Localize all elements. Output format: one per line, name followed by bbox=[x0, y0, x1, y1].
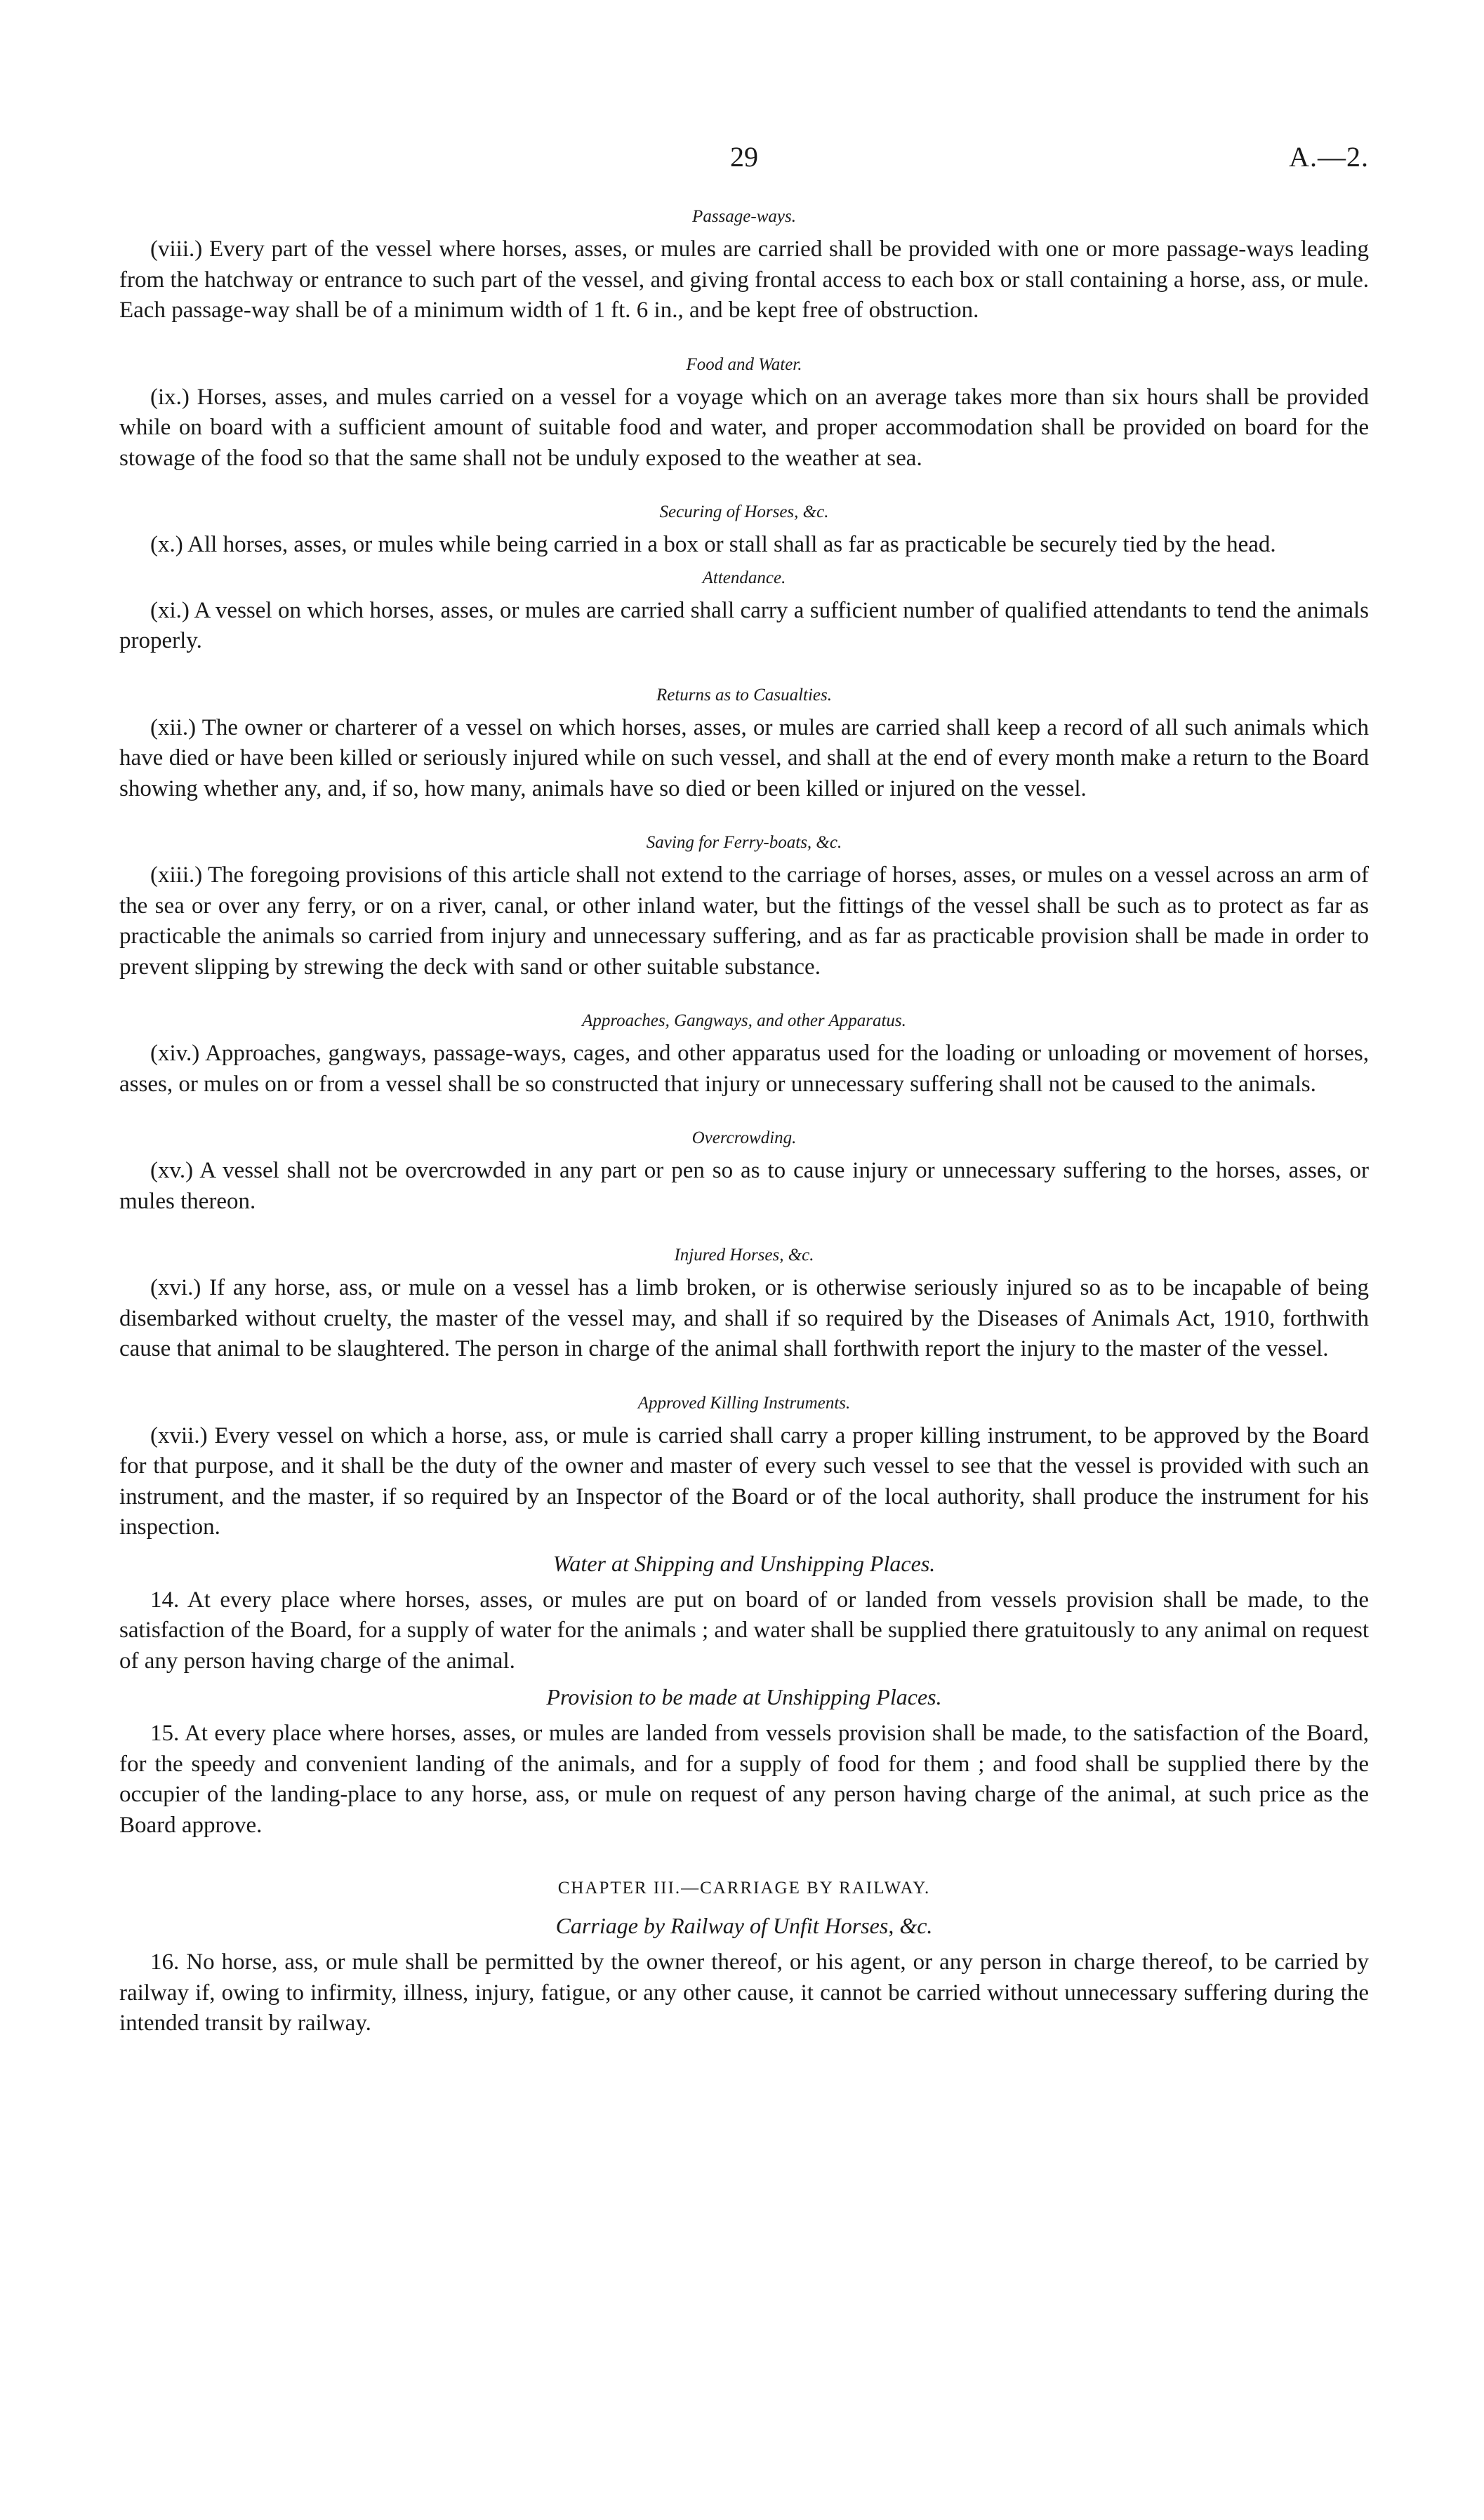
section-text-saving-for-ferry-boats: (xiii.) The foregoing provisions of this article shall not extend to the carriage of horses, asses, or mules on a vessel across an arm of the sea or over any ferry, or on a river, canal, or other inland water, but the fittings of the vessel shall be such as to protect as far as practicable the animals so carried from injury and unnecessary suffering, and as far as practicable provision shall be made in order to prevent slipping by strewing the deck with sand or other suitable substance. bbox=[119, 862, 1369, 980]
section-heading-attendance: Attendance. bbox=[702, 568, 786, 587]
section-heading-overcrowding: Overcrowding. bbox=[691, 1128, 797, 1147]
page-header bbox=[119, 140, 1369, 182]
section-heading-passage-ways: Passage-ways. bbox=[692, 207, 796, 226]
section-heading-carriage-by-railway: Carriage by Railway of Unfit Horses, &c. bbox=[555, 1913, 933, 1938]
document-page bbox=[119, 140, 1369, 2067]
section-text-approved-killing-instruments: (xvii.) Every vessel on which a horse, ass, or mule is carried shall carry a proper killing instrument, to be approved by the Board for that purpose, and it shall be the duty of the owner and master of every such vessel to see that the vessel is provided with such an instrument, and the master, if so required by an Inspector of the Board or of the local authority, shall produce the instrument for his inspection. bbox=[119, 1422, 1369, 1540]
section-heading-saving-for-ferry-boats: Saving for Ferry-boats, &c. bbox=[646, 833, 842, 852]
page-number: 29 bbox=[730, 141, 758, 173]
section-heading-approved-killing-instruments: Approved Killing Instruments. bbox=[637, 1393, 851, 1413]
section-heading-provision-at-unshipping: Provision to be made at Unshipping Places. bbox=[546, 1684, 942, 1709]
section-heading-water-at-shipping: Water at Shipping and Unshipping Places. bbox=[552, 1550, 936, 1576]
section-text-injured-horses: (xvi.) If any horse, ass, or mule on a vessel has a limb broken, or is otherwise seriously injured so as to be incapable of being disembarked without cruelty, the master of the vessel may, and shall if so required by the Diseases of Animals Act, 1910, forthwith cause that animal to be slaughtered. The person in charge of the animal shall forthwith report the injury to the master of the vessel. bbox=[119, 1275, 1369, 1361]
section-text-passage-ways: (viii.) Every part of the vessel where horses, asses, or mules are carried shall be provided with one or more passage-ways leading from the hatchway or entrance to such part of the vessel, and giving frontal access to each box or stall containing a horse, ass, or mule. Each passage-way shall be of a minimum width of 1 ft. 6 in., and be kept free of obstruction. bbox=[119, 236, 1369, 323]
section-text-provision-at-unshipping: 15. At every place where horses, asses, or mules are landed from vessels provision shall be made, to the satisfaction of the Board, for the speedy and convenient landing of the animals, and for a supply of food for them ; and food shall be supplied there by the occupier of the landing-place to any horse, ass, or mule on request of any person having charge of the animal, at such price as the Board approve. bbox=[119, 1721, 1369, 1838]
section-heading-approaches-gangways: Approaches, Gangways, and other Apparatus. bbox=[582, 1011, 906, 1030]
section-text-attendance: (xi.) A vessel on which horses, asses, or mules are carried shall carry a sufficient number of qualified attendants to tend the animals properly. bbox=[119, 597, 1369, 653]
section-text-securing-of-horses: (x.) All horses, asses, or mules while being carried in a box or stall shall as far as practicable be securely tied by the head. bbox=[150, 532, 1276, 557]
section-text-overcrowding: (xv.) A vessel shall not be overcrowded in any part or pen so as to cause injury or unnecessary suffering to the horses, asses, or mules thereon. bbox=[119, 1158, 1369, 1214]
section-heading-food-and-water: Food and Water. bbox=[686, 354, 802, 374]
chapter-title: CHAPTER III.—CARRIAGE BY RAILWAY. bbox=[557, 1879, 931, 1898]
section-text-food-and-water: (ix.) Horses, asses, and mules carried on a vessel for a voyage which on an average takes more than six hours shall be provided while on board with a sufficient amount of suitable food and water, and proper accommodation shall be provided on board for the stowage of the food so that the same shall not be unduly exposed to the weather at sea. bbox=[119, 384, 1369, 471]
section-heading-injured-horses: Injured Horses, &c. bbox=[674, 1246, 814, 1265]
section-heading-returns-as-to-casualties: Returns as to Casualties. bbox=[656, 685, 832, 705]
section-text-water-at-shipping: 14. At every place where horses, asses, or mules are put on board of or landed from vessels provision shall be made, to the satisfaction of the Board, for a supply of water for the animals ; and water shall be supplied there gratuitously to any animal on request of any person having charge of the animal. bbox=[119, 1587, 1369, 1674]
section-heading-securing-of-horses: Securing of Horses, &c. bbox=[659, 502, 829, 521]
document-reference: A.—2. bbox=[1289, 141, 1369, 173]
section-text-returns-as-to-casualties: (xii.) The owner or charterer of a vessel on which horses, asses, or mules are carried shall keep a record of all such animals which have died or have been killed or seriously injured while on such vessel, and shall at the end of every month make a return to the Board showing whether any, and, if so, how many, animals have so died or been killed or injured on the vessel. bbox=[119, 714, 1369, 801]
section-text-carriage-by-railway: 16. No horse, ass, or mule shall be permitted by the owner thereof, or his agent, or any person in charge thereof, to be carried by railway if, owing to infirmity, illness, injury, fatigue, or any other cause, it cannot be carried without unnecessary suffering during the intended transit by railway. bbox=[119, 1949, 1369, 2036]
section-text-approaches-gangways: (xiv.) Approaches, gangways, passage-ways, cages, and other apparatus used for the loading or unloading or movement of horses, asses, or mules on or from a vessel shall be so constructed that injury or unnecessary suffering shall not be caused to the animals. bbox=[119, 1041, 1369, 1097]
